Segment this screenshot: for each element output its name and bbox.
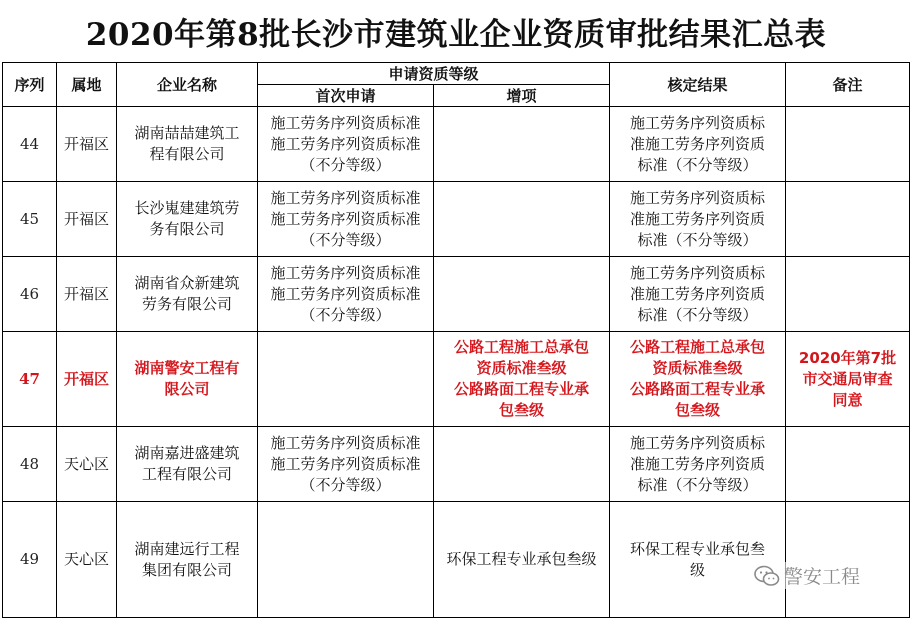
cell-result-line: 准施工劳务序列资质 (630, 454, 766, 473)
qualification-table (2, 62, 910, 618)
cell-company (117, 502, 258, 618)
cell-first-apply (258, 332, 434, 427)
cell-seq: 46 (3, 257, 57, 332)
cell-add-item (434, 427, 610, 502)
cell-first-apply-line: （不分等级） (300, 155, 391, 174)
cell-seq: 48 (3, 427, 57, 502)
cell-seq: 45 (3, 182, 57, 257)
cell-remark-line: 同意 (832, 390, 863, 409)
cell-first-apply-line: 施工劳务序列资质标准 (270, 433, 421, 452)
cell-result-line: 准施工劳务序列资质 (630, 134, 766, 153)
cell-add-item-line: 公路工程施工总承包 (454, 338, 590, 356)
watermark-text: 警安工程 (784, 566, 861, 588)
cell-result-line: 公路路面工程专业承 (630, 380, 766, 398)
cell-remark-line: 2020年第7批 (798, 348, 897, 367)
cell-result-line: 准施工劳务序列资质 (630, 209, 766, 228)
cell-first-apply (258, 257, 434, 332)
cell-company (117, 257, 258, 332)
cell-seq: 44 (3, 107, 57, 182)
cell-add-item (434, 332, 610, 427)
cell-remark (786, 427, 910, 502)
cell-first-apply-line: 施工劳务序列资质标准 (270, 454, 421, 473)
cell-add-item (434, 502, 610, 618)
cell-first-apply-line: 施工劳务序列资质标准 (270, 188, 421, 207)
cell-first-apply (258, 107, 434, 182)
table-row (3, 502, 910, 618)
cell-region: 天心区 (57, 427, 117, 502)
header-remark: 备注 (786, 63, 910, 107)
cell-result (610, 182, 786, 257)
table-row (3, 107, 910, 182)
cell-seq: 47 (3, 332, 57, 427)
header-region: 属地 (57, 63, 117, 107)
cell-company-line: 长沙嵬建建筑劳 (134, 199, 240, 217)
cell-add-item-line: 资质标准叁级 (476, 359, 567, 377)
cell-company (117, 427, 258, 502)
cell-region: 开福区 (57, 182, 117, 257)
cell-first-apply-line: （不分等级） (300, 475, 391, 494)
cell-region: 天心区 (57, 502, 117, 618)
watermark (754, 562, 860, 589)
cell-company-line: 湖南喆喆建筑工 (134, 124, 240, 142)
cell-result-line: 包叁级 (675, 401, 721, 419)
cell-result-line: 标准（不分等级） (637, 305, 758, 324)
cell-first-apply-line: 施工劳务序列资质标准 (270, 134, 421, 153)
cell-result (610, 107, 786, 182)
cell-region: 开福区 (57, 107, 117, 182)
header-seq: 序列 (3, 63, 57, 107)
cell-first-apply (258, 182, 434, 257)
table-row (3, 427, 910, 502)
cell-result-line: 施工劳务序列资质标 (630, 113, 766, 132)
header-result: 核定结果 (610, 63, 786, 107)
cell-result (610, 502, 786, 618)
table-row (3, 182, 910, 257)
cell-result (610, 427, 786, 502)
cell-remark (786, 332, 910, 427)
header-company: 企业名称 (117, 63, 258, 107)
page-title: 2020年第8批长沙市建筑业企业资质审批结果汇总表 (85, 16, 827, 53)
cell-result-line: 标准（不分等级） (637, 155, 758, 174)
cell-company-line: 务有限公司 (149, 220, 225, 238)
cell-company-line: 湖南警安工程有 (134, 359, 240, 377)
wechat-icon (754, 565, 780, 587)
cell-remark (786, 257, 910, 332)
table-row (3, 332, 910, 427)
cell-result-line: 标准（不分等级） (637, 230, 758, 249)
cell-result-line: 施工劳务序列资质标 (630, 263, 766, 282)
cell-first-apply-line: 施工劳务序列资质标准 (270, 263, 421, 282)
cell-remark (786, 107, 910, 182)
cell-seq: 49 (3, 502, 57, 618)
cell-add-item-line: 公路路面工程专业承 (454, 380, 590, 398)
cell-first-apply (258, 427, 434, 502)
cell-region: 开福区 (57, 332, 117, 427)
cell-result-line: 资质标准叁级 (652, 359, 743, 377)
cell-company-line: 限公司 (164, 380, 210, 398)
cell-remark-line: 市交通局审查 (802, 369, 893, 388)
cell-company-line: 集团有限公司 (141, 560, 232, 579)
cell-add-item-line: 环保工程专业承包叁级 (446, 550, 597, 568)
cell-company-line: 工程有限公司 (141, 465, 232, 483)
cell-company (117, 182, 258, 257)
cell-first-apply-line: 施工劳务序列资质标准 (270, 284, 421, 303)
cell-company-line: 劳务有限公司 (141, 295, 232, 313)
cell-first-apply-line: （不分等级） (300, 305, 391, 324)
cell-result-line: 环保工程专业承包叁 (630, 539, 766, 558)
cell-first-apply-line: 施工劳务序列资质标准 (270, 209, 421, 228)
cell-result-line: 公路工程施工总承包 (630, 338, 766, 356)
cell-result-line: 标准（不分等级） (637, 475, 758, 494)
cell-company-line: 湖南省众新建筑 (134, 274, 240, 292)
cell-add-item-line: 包叁级 (499, 401, 545, 419)
cell-company (117, 332, 258, 427)
cell-result-line: 准施工劳务序列资质 (630, 284, 766, 303)
cell-first-apply-line: 施工劳务序列资质标准 (270, 113, 421, 132)
header-add-item: 增项 (434, 85, 610, 107)
cell-remark (786, 182, 910, 257)
cell-result-line: 级 (690, 560, 706, 579)
cell-company-line: 程有限公司 (149, 145, 225, 163)
cell-first-apply-line: （不分等级） (300, 230, 391, 249)
cell-first-apply (258, 502, 434, 618)
cell-company (117, 107, 258, 182)
cell-company-line: 湖南嘉进盛建筑 (134, 444, 240, 462)
cell-result (610, 257, 786, 332)
cell-result-line: 施工劳务序列资质标 (630, 188, 766, 207)
cell-add-item (434, 182, 610, 257)
cell-result-line: 施工劳务序列资质标 (630, 433, 766, 452)
cell-region: 开福区 (57, 257, 117, 332)
header-first-apply: 首次申请 (258, 85, 434, 107)
cell-add-item (434, 107, 610, 182)
cell-result (610, 332, 786, 427)
cell-remark (786, 502, 910, 618)
header-apply-group: 申请资质等级 (258, 63, 610, 85)
cell-company-line: 湖南建远行工程 (134, 539, 240, 558)
cell-add-item (434, 257, 610, 332)
table-row (3, 257, 910, 332)
